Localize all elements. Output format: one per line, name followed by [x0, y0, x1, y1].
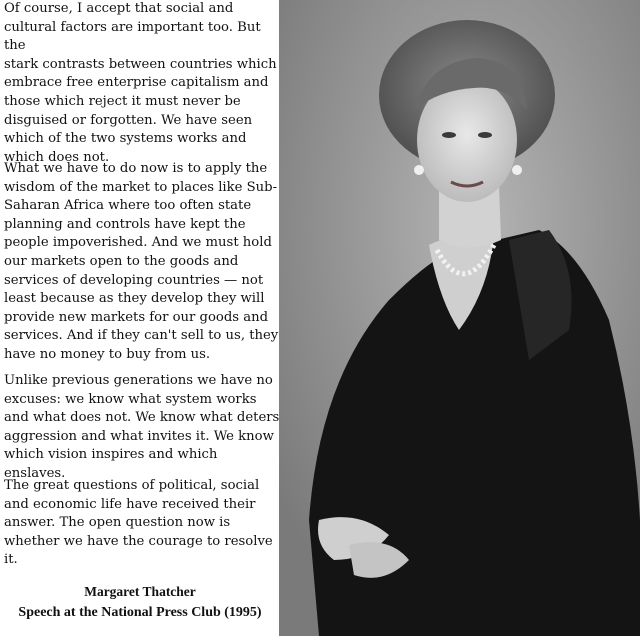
quote-paragraph-4: The great questions of political, social and economic life have received their answer. The open question now is whether we have the courage to resolve it. [4, 478, 273, 568]
speech-source: Speech at the National Press Club (1995) [18, 605, 262, 620]
portrait-illustration [279, 0, 640, 636]
quote-paragraph-3: Unlike previous generations we have no excuses: we know what system works and what does not. We know what deters aggression and what invites it. We know which vision inspires and which enslaves. [4, 373, 280, 481]
portrait-photo [279, 0, 640, 636]
author-name: Margaret Thatcher [84, 584, 196, 599]
quote-paragraph-1: Of course, I accept that social and cultural factors are important too. But the stark contrasts between countries which embrace free enterprise capitalism and those which reject it must never be disguised or forgotten. We have seen which of the two systems works and which does not. [4, 1, 277, 165]
quote-column [0, 0, 280, 636]
quote-paragraph-2: What we have to do now is to apply the wisdom of the market to places like Sub- Saharan Africa where too often state planning and controls have kept the people impoverished. And we must hold our markets open to the goods and services of developing countries — not least because as they develop they will provide new markets for our goods and services. And if they can't sell to us, they have no money to buy from us. [4, 161, 279, 362]
